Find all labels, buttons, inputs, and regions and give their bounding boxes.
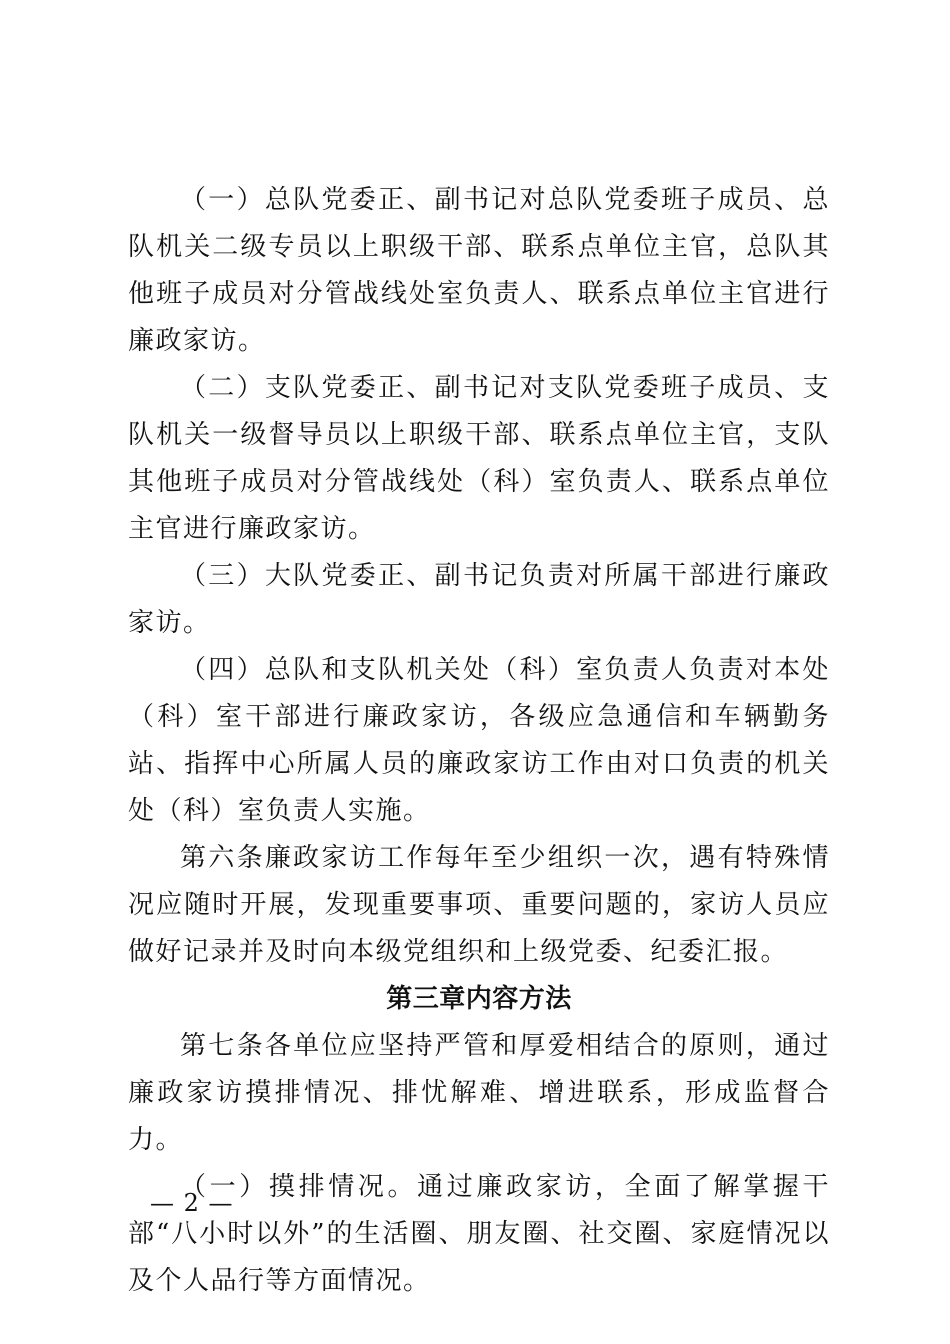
paragraph-1: （一）总队党委正、副书记对总队党委班子成员、总队机关二级专员以上职级干部、联系点单位主官，总队其他班子成员对分管战线处室负责人、联系点单位主官进行廉政家访。 xyxy=(128,185,830,356)
paragraph-7: （一）摸排情况。通过廉政家访，全面了解掌握干部“八小时以外”的生活圈、朋友圈、社交圈、家庭情况以及个人品行等方面情况。 xyxy=(128,1172,830,1296)
paragraph-2: （二）支队党委正、副书记对支队党委班子成员、支队机关一级督导员以上职级干部、联系点单位主官，支队其他班子成员对分管战线处（科）室负责人、联系点单位主官进行廉政家访。 xyxy=(128,373,830,544)
paragraph-6: 第七条各单位应坚持严管和厚爱相结合的原则，通过廉政家访摸排情况、排忧解难、增进联系，形成监督合力。 xyxy=(128,1031,830,1155)
paragraph-3: （三）大队党委正、副书记负责对所属干部进行廉政家访。 xyxy=(128,561,830,638)
paragraph-5: 第六条廉政家访工作每年至少组织一次，遇有特殊情况应随时开展，发现重要事项、重要问题的，家访人员应做好记录并及时向本级党组织和上级党委、纪委汇报。 xyxy=(128,843,830,967)
chapter-heading: 第三章内容方法 xyxy=(386,984,572,1014)
document-body xyxy=(128,177,830,1305)
paragraph-4: （四）总队和支队机关处（科）室负责人负责对本处（科）室干部进行廉政家访，各级应急通信和车辆勤务站、指挥中心所属人员的廉政家访工作由对口负责的机关处（科）室负责人实施。 xyxy=(128,655,830,826)
page-number: — 2 — xyxy=(150,1189,234,1217)
